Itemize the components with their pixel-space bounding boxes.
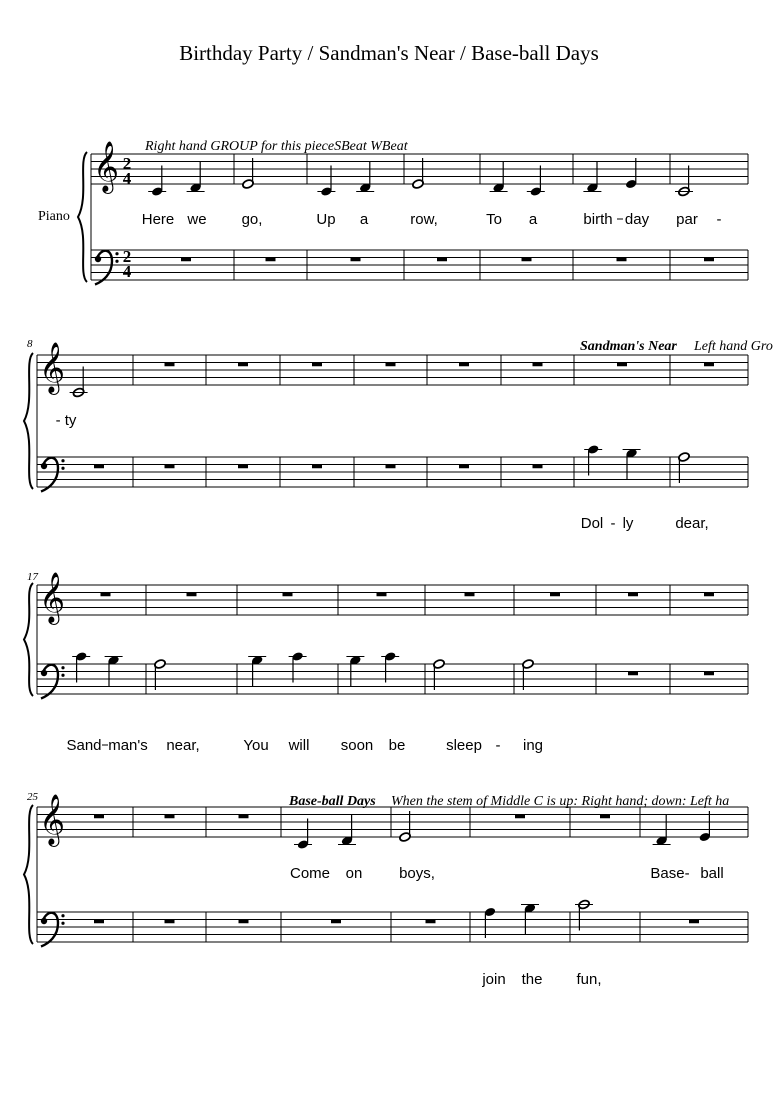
bass-clef-dot	[115, 252, 118, 255]
lyric-syllable: Sand	[66, 737, 102, 754]
whole-rest	[704, 363, 714, 367]
bass-clef-dot	[61, 914, 64, 917]
lyric-hyphen: -	[716, 211, 722, 228]
whole-rest	[533, 363, 543, 367]
lyric-syllable: ball	[700, 865, 724, 882]
whole-rest	[533, 465, 543, 469]
lyric-syllable: ing	[522, 737, 544, 754]
lyric-syllable: fun,	[576, 971, 602, 988]
bass-clef-dot	[61, 922, 64, 925]
section-title-sandmans-near: Sandman's Near	[580, 339, 677, 354]
lyric-syllable: You	[243, 737, 269, 754]
lyric-syllable: row,	[410, 211, 438, 228]
lyric-syllable: par	[676, 211, 698, 228]
whole-rest	[628, 672, 638, 676]
whole-rest	[515, 815, 525, 819]
lyric-syllable: Base-	[650, 865, 690, 882]
treble-clef-icon: 𝄞	[39, 573, 66, 622]
whole-rest	[165, 465, 175, 469]
lyric-syllable: Here	[141, 211, 175, 228]
treble-clef-icon: 𝄞	[39, 343, 66, 392]
measure-number: 25	[27, 791, 38, 803]
whole-rest	[94, 920, 104, 924]
direction-left-hand-group: Left hand Gro	[694, 339, 773, 354]
time-signature-treble-lower: 4	[122, 169, 132, 188]
score-title: Birthday Party / Sandman's Near / Base-ball Days	[179, 41, 599, 65]
whole-rest	[600, 815, 610, 819]
bass-clef-dot	[61, 674, 64, 677]
whole-rest	[386, 465, 396, 469]
time-signature-bass-lower: 4	[122, 262, 132, 281]
measure-number: 8	[27, 338, 33, 350]
whole-rest	[459, 465, 469, 469]
lyric-syllable: dear,	[675, 515, 709, 532]
bass-clef-dot	[41, 918, 47, 924]
lyric-syllable: birth	[583, 211, 613, 228]
lyric-syllable: a	[528, 211, 538, 228]
section-title-baseball-days: Base-ball Days	[289, 794, 376, 809]
whole-rest	[426, 920, 436, 924]
lyric-syllable: Dol	[580, 515, 604, 532]
lyric-syllable: Up	[316, 211, 336, 228]
bass-clef-dot	[61, 459, 64, 462]
whole-rest	[266, 258, 276, 262]
whole-rest	[101, 593, 111, 597]
direction-middle-c-stem: When the stem of Middle C is up: Right hand; down: Left ha	[391, 794, 730, 809]
lyric-hyphen: -	[610, 515, 616, 532]
whole-rest	[617, 258, 627, 262]
whole-rest	[377, 593, 387, 597]
lyric-syllable: man's	[108, 737, 148, 754]
lyric-syllable: To	[486, 211, 502, 228]
lyric-hyphen: -	[495, 737, 501, 754]
lyric-syllable: near,	[166, 737, 200, 754]
lyric-syllable: boys,	[399, 865, 435, 882]
whole-rest	[522, 258, 532, 262]
lyric-syllable: be	[388, 737, 406, 754]
bass-clef-dot	[61, 467, 64, 470]
time-signature-treble-upper: 2	[122, 154, 132, 173]
whole-rest	[312, 363, 322, 367]
instrument-label: Piano	[38, 209, 70, 224]
lyric-syllable: day	[624, 211, 650, 228]
whole-rest	[187, 593, 197, 597]
time-signature-bass-upper: 2	[122, 247, 132, 266]
whole-rest	[94, 465, 104, 469]
whole-rest	[239, 920, 249, 924]
treble-clef-icon: 𝄞	[39, 795, 66, 844]
bass-clef-dot	[41, 463, 47, 469]
whole-rest	[181, 258, 191, 262]
whole-rest	[283, 593, 293, 597]
lyric-syllable: soon	[340, 737, 374, 754]
lyric-syllable: join	[482, 971, 506, 988]
whole-rest	[628, 593, 638, 597]
whole-rest	[689, 920, 699, 924]
whole-rest	[331, 920, 341, 924]
whole-rest	[238, 465, 248, 469]
bass-clef-dot	[61, 666, 64, 669]
whole-rest	[459, 363, 469, 367]
whole-rest	[239, 815, 249, 819]
bass-clef-dot	[115, 260, 118, 263]
lyric-syllable: we	[187, 211, 207, 228]
whole-rest	[386, 363, 396, 367]
whole-rest	[437, 258, 447, 262]
whole-rest	[165, 920, 175, 924]
whole-rest	[312, 465, 322, 469]
whole-rest	[165, 815, 175, 819]
whole-rest	[704, 593, 714, 597]
lyric-syllable: the	[521, 971, 543, 988]
lyric-syllable: sleep	[446, 737, 482, 754]
whole-rest	[165, 363, 175, 367]
measure-number: 17	[27, 571, 38, 583]
lyric-syllable: go,	[241, 211, 263, 228]
whole-rest	[465, 593, 475, 597]
lyric-syllable: - ty	[55, 412, 77, 429]
lyric-syllable: on	[345, 865, 363, 882]
whole-rest	[617, 363, 627, 367]
lyric-syllable: ly	[622, 515, 634, 532]
lyric-syllable: will	[288, 737, 310, 754]
whole-rest	[238, 363, 248, 367]
whole-rest	[94, 815, 104, 819]
whole-rest	[704, 672, 714, 676]
bass-clef-dot	[95, 256, 101, 262]
lyric-syllable: a	[359, 211, 369, 228]
whole-rest	[704, 258, 714, 262]
direction-right-hand-group: Right hand GROUP for this pieceSBeat WBeat	[145, 139, 408, 154]
lyric-syllable: Come	[289, 865, 331, 882]
whole-rest	[351, 258, 361, 262]
treble-clef-icon: 𝄞	[93, 142, 120, 191]
whole-rest	[550, 593, 560, 597]
bass-clef-dot	[41, 670, 47, 676]
